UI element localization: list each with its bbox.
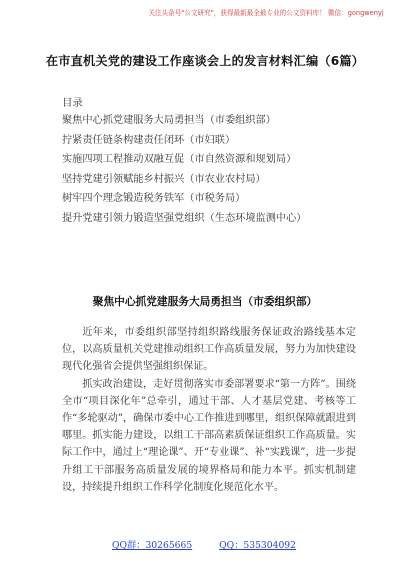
toc-item: 实施四项工程推动双融互促（市自然资源和规划局） — [62, 154, 297, 166]
toc-item: 聚焦中心抓党建服务大局勇担当（市委组织部） — [62, 115, 276, 126]
footer-qq-link[interactable]: QQ：535304092 — [219, 540, 296, 551]
body-paragraph: 抓实政治建设，走好贯彻落实市委部署要求“第一方阵”。围绕全市“项目深化年”总牵引，通过干部、人才基层党建、考核等工作“多轮驱动”，确保市委中心工作推进到哪里，组织保障就跟进到哪里。抓实能力建设，以组工干部高素质保证组织工作高质量。实际工作中，通过上“理论课”、开“专业课”、补“实践课”，进一步提升组工干部服务高质量发展的境界格局和能力本平。抓实机制建设，持续提升组织工作科学化制度化规范化水平。 — [62, 378, 356, 493]
toc-heading: 目录 — [62, 97, 83, 109]
toc-item: 拧紧责任链条构建责任闭环（市妇联） — [62, 134, 236, 146]
body-paragraph: 近年来，市委组织部坚持组织路线服务保证政治路线基本定位，以高质量机关党建推动组织工作高质量发展，努力为加快建设现代化强省会提供坚强组织保证。 — [62, 327, 356, 373]
footer-qq-group-link[interactable]: QQ群：30265665 — [112, 540, 193, 551]
toc-item: 树牢四个理念锻造税务铁军（市税务局） — [62, 193, 246, 205]
toc-item: 提升党建引领力锻造坚强党组织（生态环境监测中心） — [62, 212, 307, 224]
section-title: 聚焦中心抓党建服务大局勇担当（市委组织部） — [92, 295, 318, 308]
header-note: 关注头条号"公文研究"，获得最新最全最专业的公文资料库！ 微信：gongwenyj — [148, 9, 384, 17]
document-title: 在市直机关党的建设工作座谈会上的发言材料汇编（6篇） — [45, 54, 365, 68]
toc-list — [62, 111, 362, 229]
footer — [0, 537, 408, 551]
toc-item: 坚持党建引领赋能乡村振兴（市农业农村局） — [62, 173, 266, 185]
section-body — [62, 324, 356, 496]
